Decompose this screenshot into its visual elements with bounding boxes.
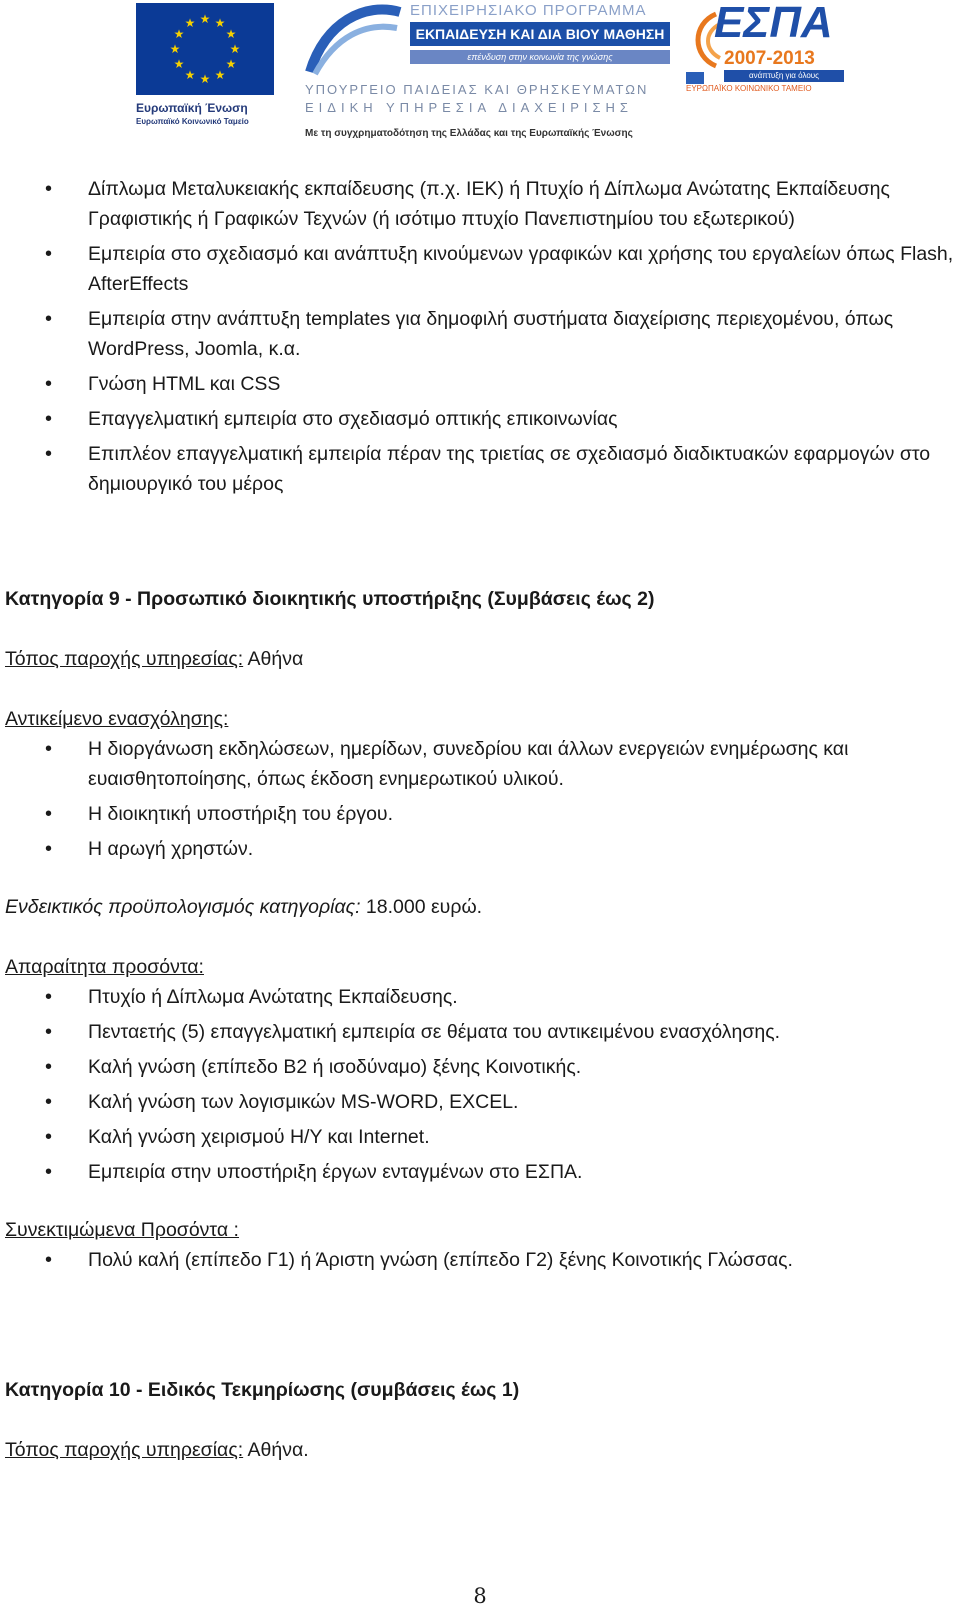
required-list (0, 982, 960, 1187)
list-item: • Εμπειρία στο σχεδιασμό και ανάπτυξη κινούμενων γραφικών και χρήσης του εργαλείων όπως Flash, AfterEffects (0, 239, 960, 299)
list-item: • Καλή γνώση (επίπεδο Β2 ή ισοδύναμο) ξένης Κοινοτικής. (0, 1052, 960, 1082)
eu-flag-icon (136, 3, 274, 95)
eu-star-icon: ★ (169, 42, 181, 56)
espa-fund: ΕΥΡΩΠΑΪΚΟ ΚΟΙΝΩΝΙΚΟ ΤΑΜΕΙΟ (686, 84, 812, 93)
espa-years: 2007-2013 (724, 48, 815, 69)
espa-tagline: ανάπτυξη για όλους (724, 70, 844, 82)
eu-star-icon: ★ (229, 42, 241, 56)
list-item: • Πτυχίο ή Δίπλωμα Ανώτατης Εκπαίδευσης. (0, 982, 960, 1012)
eu-star-icon: ★ (173, 27, 185, 41)
cofinancing-note: Με τη συγχρηματοδότηση της Ελλάδας και της Ευρωπαϊκής Ένωσης (305, 128, 633, 139)
valued-label: Συνεκτιμώμενα Προσόντα : (5, 1219, 239, 1241)
category-9-title: Κατηγορία 9 - Προσωπικό διοικητικής υποστήριξης (Συμβάσεις έως 2) (5, 588, 655, 610)
category-10-title: Κατηγορία 10 - Ειδικός Τεκμηρίωσης (συμβάσεις έως 1) (5, 1379, 520, 1401)
eu-star-icon: ★ (173, 57, 185, 71)
eu-star-icon: ★ (199, 12, 211, 26)
eu-star-icon: ★ (225, 27, 237, 41)
eu-sublabel: Ευρωπαϊκό Κοινωνικό Ταμείο (136, 117, 249, 126)
object-label: Αντικείμενο ενασχόλησης: (5, 708, 229, 730)
program-line3: επένδυση στην κοινωνία της γνώσης (410, 50, 670, 64)
list-item: • Καλή γνώση χειρισμού Η/Υ και Internet. (0, 1122, 960, 1152)
budget-value: 18.000 ευρώ. (360, 896, 483, 918)
place-value: Αθήνα. (243, 1439, 309, 1461)
place-label: Τόπος παροχής υπηρεσίας: (5, 1439, 244, 1461)
category-9-budget (5, 892, 960, 922)
list-item: • Καλή γνώση των λογισμικών MS-WORD, EXCEL. (0, 1087, 960, 1117)
page-header (0, 0, 960, 150)
list-item: • Εμπειρία στην υποστήριξη έργων ενταγμένων στο ΕΣΠΑ. (0, 1157, 960, 1187)
agency-label: ΕΙΔΙΚΗ ΥΠΗΡΕΣΙΑ ΔΙΑΧΕΙΡΙΣΗΣ (305, 100, 633, 115)
eu-star-icon: ★ (199, 72, 211, 86)
greek-flag-icon (686, 72, 704, 84)
top-requirements-list (0, 174, 960, 499)
list-item: • Η διοικητική υποστήριξη του έργου. (0, 799, 960, 829)
espa-title: ΕΣΠΑ (714, 0, 833, 47)
valued-list (0, 1245, 960, 1275)
place-label: Τόπος παροχής υπηρεσίας: (5, 648, 244, 670)
category-10-place (5, 1435, 960, 1465)
eu-star-icon: ★ (225, 57, 237, 71)
place-value: Αθήνα (243, 648, 304, 670)
list-item: • Επαγγελματική εμπειρία στο σχεδιασμό οπτικής επικοινωνίας (0, 404, 960, 434)
list-item: • Πολύ καλή (επίπεδο Γ1) ή Άριστη γνώση (επίπεδο Γ2) ξένης Κοινοτικής Γλώσσας. (0, 1245, 960, 1275)
object-list (0, 734, 960, 864)
page-number: 8 (473, 1584, 487, 1608)
eu-label: Ευρωπαϊκή Ένωση (136, 101, 248, 115)
list-item: • Η αρωγή χρηστών. (0, 834, 960, 864)
program-line2: ΕΚΠΑΙΔΕΥΣΗ ΚΑΙ ΔΙΑ ΒΙΟΥ ΜΑΘΗΣΗ (410, 22, 670, 46)
list-item: • Επιπλέον επαγγελματική εμπειρία πέραν της τριετίας σε σχεδιασμό διαδικτυακών εφαρμογών στο δημιουργικό του μέρος (0, 439, 960, 499)
eu-star-icon: ★ (214, 67, 226, 82)
eu-star-icon: ★ (184, 67, 196, 82)
category-9-place (5, 644, 960, 674)
list-item: • Εμπειρία στην ανάπτυξη templates για δημοφιλή συστήματα διαχείρισης περιεχομένου, όπως WordPress, Joomla, κ.α. (0, 304, 960, 364)
document-body (0, 174, 960, 1465)
list-item: • Γνώση HTML και CSS (0, 369, 960, 399)
list-item: • Πενταετής (5) επαγγελματική εμπειρία σε θέματα του αντικειμένου ενασχόλησης. (0, 1017, 960, 1047)
eu-logo (136, 3, 276, 126)
list-item: • Δίπλωμα Μεταλυκειακής εκπαίδευσης (π.χ. ΙΕΚ) ή Πτυχίο ή Δίπλωμα Ανώτατης Εκπαίδευσης Γραφιστικής ή Γραφικών Τεχνών (ή ισότιμο πτυχίο Πανεπιστημίου του εξωτερικού) (0, 174, 960, 234)
budget-label: Ενδεικτικός προϋπολογισμός κατηγορίας: (5, 896, 361, 918)
list-item: • Η διοργάνωση εκδηλώσεων, ημερίδων, συνεδρίου και άλλων ενεργειών ενημέρωσης και ευαισθητοποίησης, όπως έκδοση ενημερωτικού υλικού. (0, 734, 960, 794)
eu-star-icon: ★ (214, 16, 226, 31)
program-swirl-icon (305, 2, 405, 76)
ministry-label: ΥΠΟΥΡΓΕΙΟ ΠΑΙΔΕΙΑΣ ΚΑΙ ΘΡΗΣΚΕΥΜΑΤΩΝ (305, 82, 649, 97)
eu-star-icon: ★ (184, 16, 196, 31)
required-label: Απαραίτητα προσόντα: (5, 956, 204, 978)
program-line1: ΕΠΙΧΕΙΡΗΣΙΑΚΟ ΠΡΟΓΡΑΜΜΑ (410, 2, 647, 19)
